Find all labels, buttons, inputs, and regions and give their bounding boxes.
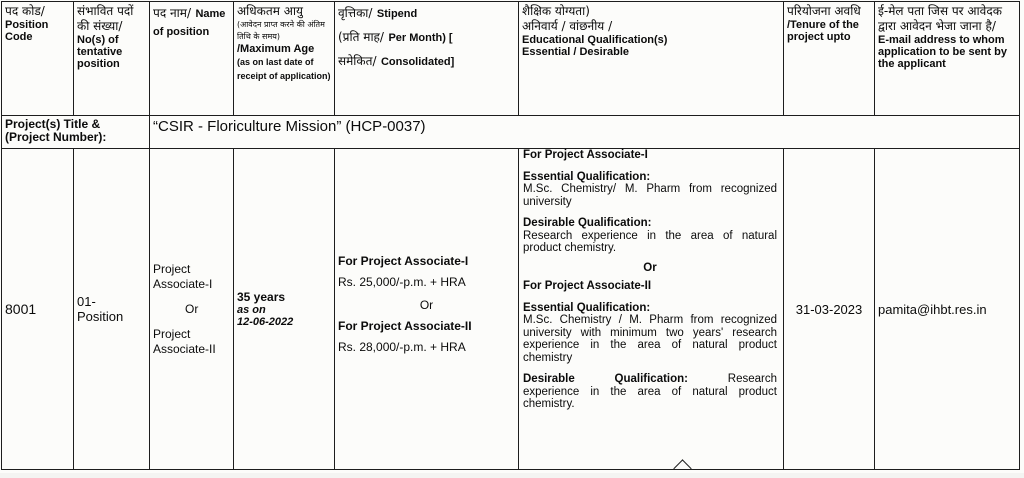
recruitment-table: [1, 1, 1020, 470]
project-title-label: Project(s) Title & (Project Number):: [2, 116, 150, 149]
header-position-name: पद नाम/ Name of position: [150, 2, 234, 116]
header-email: ई-मेल पता जिस पर आवेदक द्वारा आवेदन भेजा जाना है/ E-mail address to whom application to be sent by the applicant: [875, 2, 1020, 116]
header-position-code: पद कोड/ Position Code: [2, 2, 74, 116]
stipend-details: For Project Associate-I Rs. 25,000/-p.m. + HRA Or For Project Associate-II Rs. 28,000/-p.m. + HRA: [335, 149, 519, 470]
number-of-positions: 01- Position: [74, 149, 150, 470]
project-tenure: 31-03-2023: [784, 149, 875, 470]
header-maximum-age: अधिकतम आयु (आवेदन प्राप्त करने की अंतिम तिथि के समय) /Maximum Age (as on last date of receipt of application): [234, 2, 335, 116]
maximum-age: 35 years as on 12-06-2022: [234, 149, 335, 470]
position-code: 8001: [2, 149, 74, 470]
qualification-details: For Project Associate-I Essential Qualification: M.Sc. Chemistry/ M. Pharm from recognized university Desirable Qualification: Research experience in the area of natural product chemistry. Or For Project Associate-II Essential Qualification: M.Sc. Chemistry / M. Pharm from recognized university with minimum two years' research experience in the area of natural product chemistry Desirable Qualification: Research experience in the area of natural product chemistry.: [519, 149, 784, 470]
header-row: [2, 2, 1020, 116]
project-title-row: [2, 116, 1020, 149]
application-email: pamita@ihbt.res.in: [875, 149, 1020, 470]
project-title: “CSIR - Floriculture Mission” (HCP-0037): [150, 116, 1020, 149]
header-number-of-positions: संभावित पदों की संख्या/ No(s) of tentative position: [74, 2, 150, 116]
position-row: [2, 149, 1020, 470]
header-tenure: परियोजना अवधि /Tenure of the project upto: [784, 2, 875, 116]
position-name: Project Associate-I Or Project Associate-II: [150, 149, 234, 470]
desirable-line: Desirable Qualification: Research: [523, 373, 777, 385]
header-qualification: शैक्षिक योग्यता) अनिवार्य / वांछनीय / Educational Qualification(s) Essential / Desirable: [519, 2, 784, 116]
header-stipend: वृत्तिका/ Stipend (प्रति माह/ Per Month) [ समेकित/ Consolidated]: [335, 2, 519, 116]
